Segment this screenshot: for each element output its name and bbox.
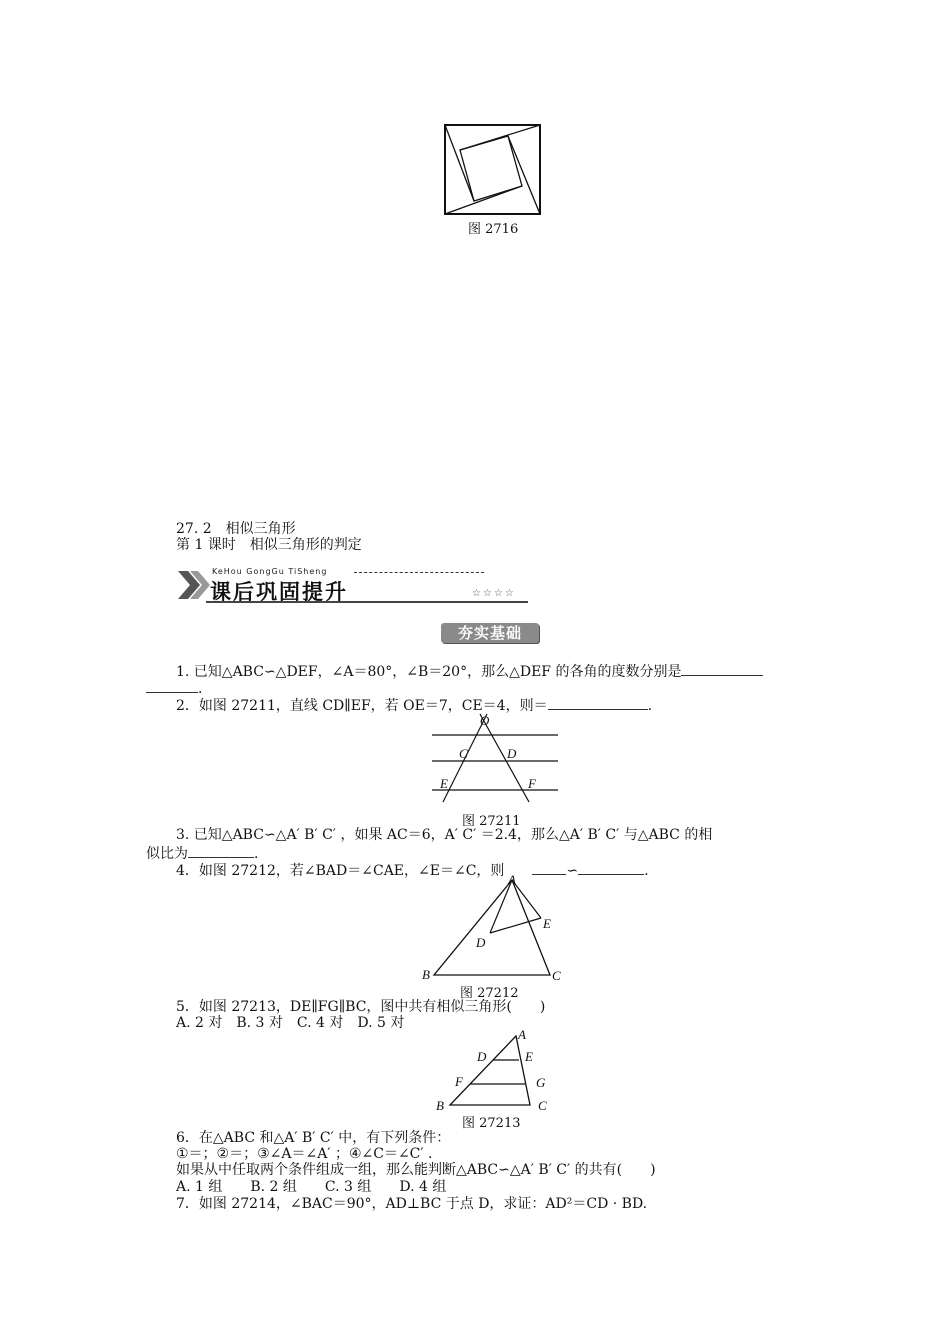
section-number: 27. 2 相似三角形 — [176, 521, 296, 537]
figure-2716-caption: 图 2716 — [468, 222, 519, 237]
outer-square — [445, 125, 540, 214]
figure-27212 — [420, 872, 566, 984]
question-1-text: 1. 已知△ABC∽△DEF，∠A＝80°，∠B＝20°，那么△DEF 的各角的度数分别是 — [176, 664, 682, 680]
question-1-line1 — [176, 662, 763, 680]
segment-ae — [512, 880, 541, 918]
label-d: D — [476, 935, 486, 950]
label-a: A — [518, 1028, 526, 1042]
label-c: C — [459, 746, 468, 761]
label-b: B — [436, 1098, 444, 1113]
label-f: F — [455, 1074, 463, 1089]
figure-2716 — [444, 124, 541, 216]
segment-ad — [490, 880, 512, 933]
label-g: G — [536, 1075, 546, 1090]
figure-27211-caption: 图 27211 — [462, 814, 521, 829]
answer-blank-q4b — [578, 861, 644, 875]
label-a: A — [508, 872, 516, 887]
figure-27211 — [428, 712, 562, 812]
question-3-line1: 3. 已知△ABC∽△A′ B′ C′ ，如果 AC＝6，A′ C′ ＝2.4，那么△A′ B′ C′ 与△ABC 的相 — [176, 827, 713, 843]
banner-pinyin: KeHou GongGu TiSheng — [212, 567, 328, 576]
question-4-text: 4．如图 27212，若∠BAD＝∠CAE，∠E＝∠C，则 — [176, 863, 505, 879]
segment-top — [460, 125, 540, 150]
lesson-title: 第 1 课时 相似三角形的判定 — [176, 537, 362, 553]
question-6-options: A. 1 组 B. 2 组 C. 3 组 D. 4 组 — [176, 1179, 447, 1195]
segment-bottom — [445, 186, 522, 214]
question-5: 5．如图 27213，DE∥FG∥BC，图中共有相似三角形( ) — [176, 999, 546, 1015]
banner-stars: ☆☆☆☆ — [472, 588, 516, 599]
label-d: D — [477, 1049, 487, 1064]
question-1-line2: . — [146, 679, 202, 697]
banner — [176, 565, 528, 605]
question-6-conditions: ①＝；②＝；③∠A＝∠A′ ；④∠C＝∠C′ . — [176, 1146, 433, 1162]
label-d: D — [507, 746, 517, 761]
segment-right — [508, 136, 540, 214]
label-e: E — [543, 916, 551, 931]
chevron-icon — [176, 569, 210, 601]
label-f: F — [528, 776, 536, 791]
segment-left — [445, 125, 474, 201]
question-4: 4．如图 27212，若∠BAD＝∠CAE，∠E＝∠C，则 ∽ . — [176, 863, 649, 879]
banner-underline — [206, 601, 528, 603]
question-5-options: A. 2 对 B. 3 对 C. 4 对 D. 5 对 — [176, 1015, 405, 1031]
question-2-text: 2．如图 27211，直线 CD∥EF，若 OE＝7，CE＝4，则＝ — [176, 698, 548, 714]
question-2: 2．如图 27211，直线 CD∥EF，若 OE＝7，CE＝4，则＝ . — [176, 698, 653, 714]
question-3-line2: 似比为 . — [146, 846, 259, 862]
answer-blank-q1b — [146, 679, 198, 693]
answer-blank-q3 — [188, 844, 254, 858]
question-7: 7．如图 27214，∠BAC＝90°，AD⊥BC 于点 D，求证：AD²＝CD · BD. — [176, 1196, 648, 1212]
figure-27212-caption: 图 27212 — [460, 986, 519, 1001]
triangle-abc — [450, 1036, 530, 1105]
answer-blank-q2 — [548, 696, 648, 710]
label-o: O — [480, 713, 490, 728]
answer-blank-q1a — [681, 662, 763, 676]
question-6-question: 如果从中任取两个条件组成一组，那么能判断△ABC∽△A′ B′ C′ 的共有( ) — [176, 1162, 656, 1178]
segment-de — [490, 918, 541, 933]
banner-title: 课后巩固提升 — [210, 580, 348, 604]
figure-27213 — [430, 1028, 554, 1114]
label-b: B — [422, 967, 430, 982]
label-e: E — [525, 1049, 533, 1064]
section-badge: 夯实基础 — [441, 623, 539, 643]
label-e: E — [440, 776, 448, 791]
label-c: C — [538, 1098, 547, 1113]
banner-dashes — [354, 572, 484, 573]
label-c: C — [552, 968, 561, 983]
question-6: 6．在△ABC 和△A′ B′ C′ 中，有下列条件： — [176, 1130, 451, 1146]
figure-27213-caption: 图 27213 — [462, 1116, 521, 1131]
